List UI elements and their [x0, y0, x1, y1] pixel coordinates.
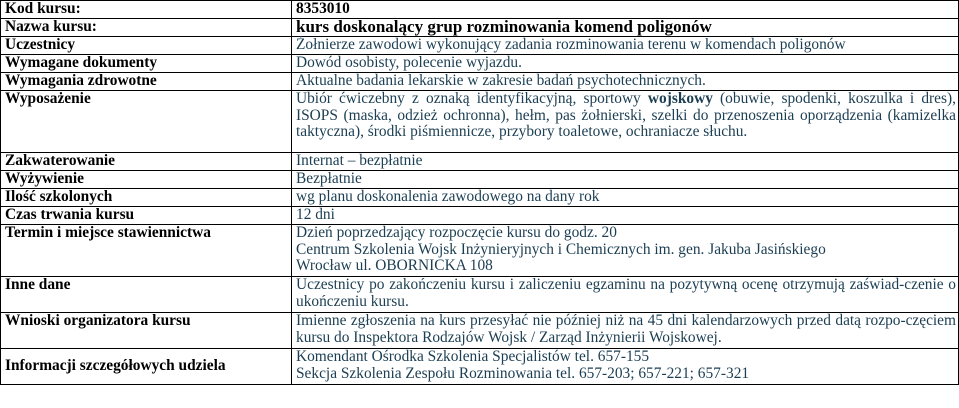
course-name-value: kurs doskonalący grup rozminowania komend poligonów	[292, 19, 959, 37]
documents-label: Wymagane dokumenty	[1, 55, 292, 73]
row-equipment	[1, 91, 959, 153]
participants-label: Uczestnicy	[1, 37, 292, 55]
equipment-value	[292, 91, 959, 153]
info-line-2: Sekcja Szkolenia Zespołu Rozminowania tel. 657-203; 657-221; 657-321	[296, 364, 750, 382]
health-label: Wymagania zdrowotne	[1, 73, 292, 91]
requests-value: Imienne zgłoszenia na kurs przesyłać nie później niż na 45 dni kalendarzowych przed datą rozpo-częciem kursu do Inspektora Rodzajów Wojsk / Zarząd Inżynierii Wojskowej.	[292, 313, 959, 349]
row-accommodation	[1, 153, 959, 171]
row-course-name	[1, 19, 959, 37]
health-value: Aktualne badania lekarskie w zakresie badań psychotechnicznych.	[292, 73, 959, 91]
food-label: Wyżywienie	[1, 171, 292, 189]
row-other	[1, 277, 959, 313]
course-name-label: Nazwa kursu:	[1, 19, 292, 37]
row-documents	[1, 55, 959, 73]
term-label: Termin i miejsce stawiennictwa	[1, 225, 292, 277]
course-code-value: 8353010	[292, 1, 959, 19]
term-line-2: Centrum Szkolenia Wojsk Inżynieryjnych i Chemicznych im. gen. Jakuba Jasińskiego	[296, 240, 826, 258]
row-count	[1, 189, 959, 207]
equipment-label: Wyposażenie	[1, 91, 292, 153]
info-line-1: Komendant Ośrodka Szkolenia Specjalistów tel. 657-155	[296, 348, 650, 365]
term-value	[292, 225, 959, 277]
food-value: Bezpłatnie	[292, 171, 959, 189]
other-value: Uczestnicy po zakończeniu kursu i zaliczeniu egzaminu na pozytywną ocenę otrzymują zaświad-czenie o ukończeniu kursu.	[292, 277, 959, 313]
row-requests	[1, 313, 959, 349]
accommodation-value: Internat – bezpłatnie	[292, 153, 959, 171]
duration-value: 12 dni	[292, 207, 959, 225]
row-info	[1, 349, 959, 385]
row-participants	[1, 37, 959, 55]
equipment-value-bold: wojskowy	[647, 90, 713, 107]
duration-label: Czas trwania kursu	[1, 207, 292, 225]
equipment-value-pre: Ubiór ćwiczebny z oznaką identyfikacyjną, sportowy	[296, 90, 648, 107]
count-label: Ilość szkolonych	[1, 189, 292, 207]
term-line-3: Wrocław ul. OBORNICKA 108	[296, 257, 493, 275]
info-value	[292, 349, 959, 385]
count-value: wg planu doskonalenia zawodowego na dany rok	[292, 189, 959, 207]
row-duration	[1, 207, 959, 225]
row-term	[1, 225, 959, 277]
equipment-value-post: (obuwie, spodenki, koszulka i dres), ISOPS (maska, odzież ochronna), hełm, pas żołnierski, szelki do przenoszenia oporządzenia (kamizelka taktyczna), środki piśmiennicze, przybory toaletowe, ochraniacze słuchu.	[296, 90, 956, 141]
row-health	[1, 73, 959, 91]
term-line-1: Dzień poprzedzający rozpoczęcie kursu do godz. 20	[296, 224, 617, 241]
row-food	[1, 171, 959, 189]
course-code-label: Kod kursu:	[1, 1, 292, 19]
other-label: Inne dane	[1, 277, 292, 313]
requests-label: Wnioski organizatora kursu	[1, 313, 292, 349]
info-label: Informacji szczegółowych udziela	[1, 349, 292, 385]
row-course-code	[1, 1, 959, 19]
accommodation-label: Zakwaterowanie	[1, 153, 292, 171]
documents-value: Dowód osobisty, polecenie wyjazdu.	[292, 55, 959, 73]
participants-value: Żołnierze zawodowi wykonujący zadania rozminowania terenu w komendach poligonów	[292, 37, 959, 55]
